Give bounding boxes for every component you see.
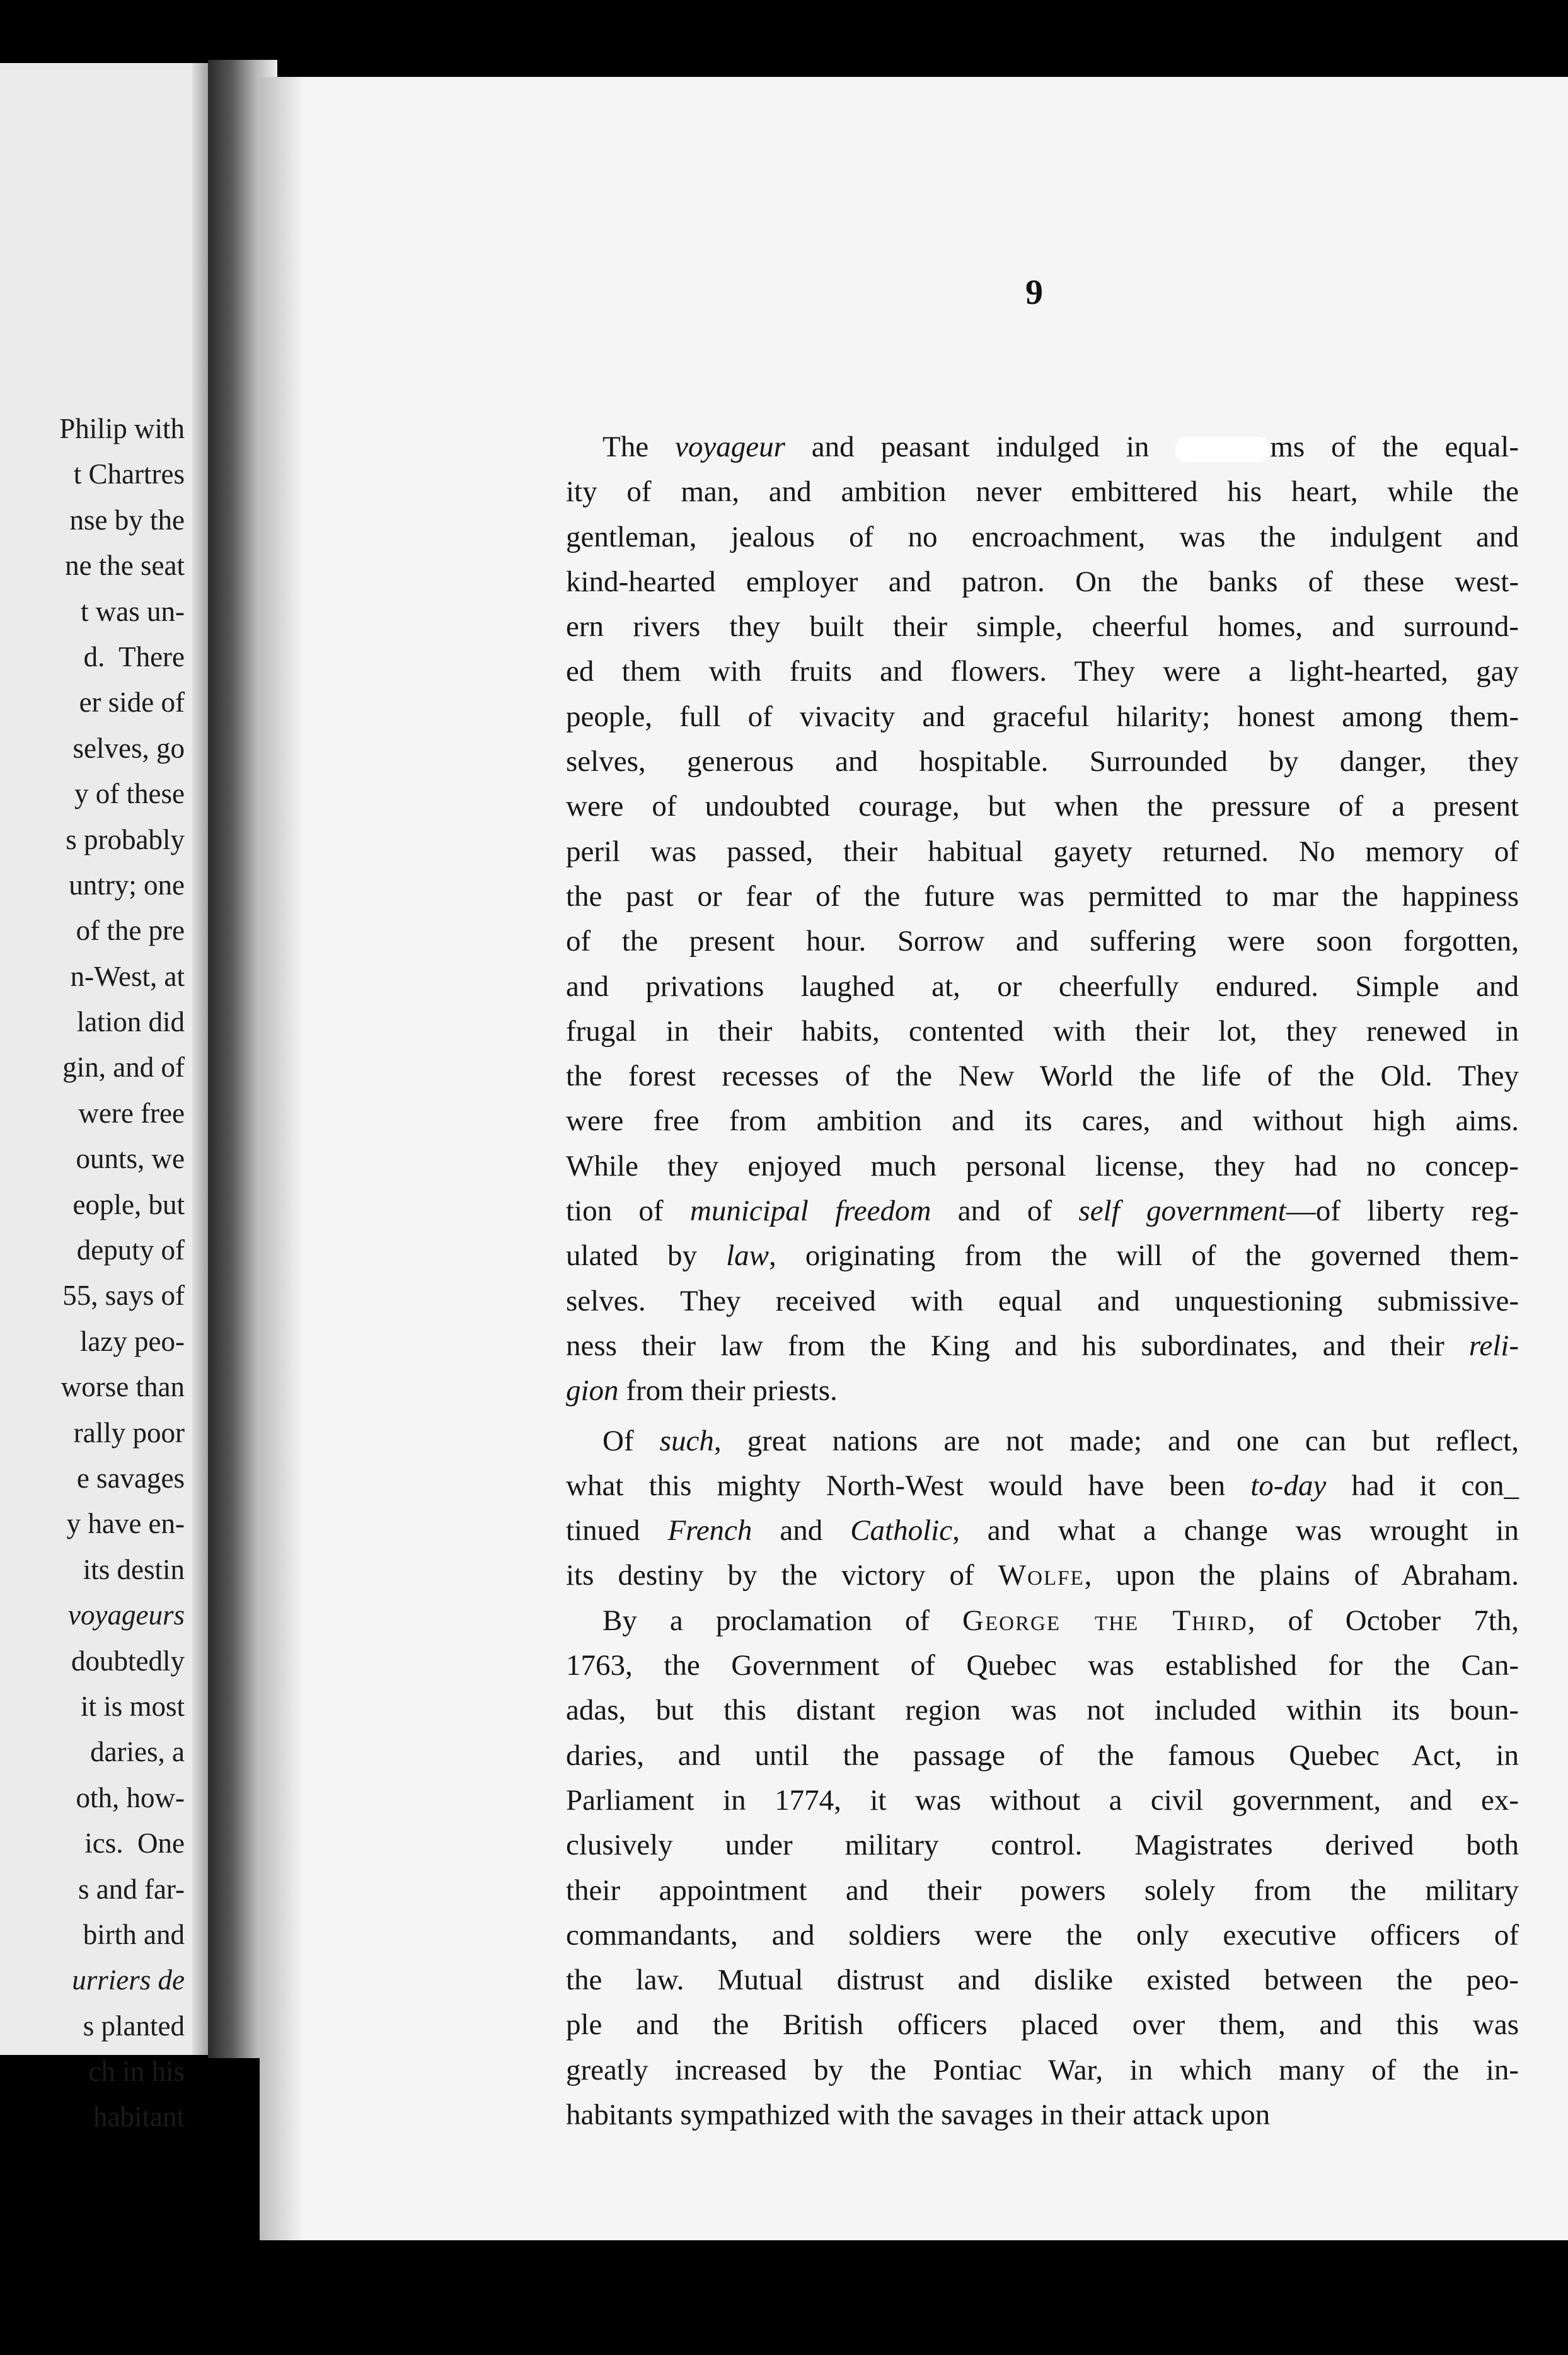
text-run: selves. They received with equal and unquestioning submissive- xyxy=(566,1284,1519,1317)
text-run: Of xyxy=(602,1424,660,1457)
text-run: tion of xyxy=(566,1195,690,1228)
text-line xyxy=(566,784,1519,829)
text-line xyxy=(566,1234,1519,1278)
left-page-line: Philip with xyxy=(59,413,185,444)
text-line xyxy=(566,2003,1519,2047)
text-run: and privations laughed at, or cheerfully endured. Simple and xyxy=(566,969,1519,1003)
text-line xyxy=(566,830,1519,874)
text-run: and xyxy=(752,1514,851,1548)
left-page-line: ounts, we xyxy=(76,1143,185,1175)
text-run: and peasant indulged in xyxy=(785,431,1176,463)
left-page-line: daries, a xyxy=(90,1736,185,1768)
text-run: the forest recesses of the New World the life of the Old. They xyxy=(566,1060,1519,1093)
text-line xyxy=(566,1099,1519,1143)
left-page-line: voyageurs xyxy=(68,1599,185,1631)
text-run: law xyxy=(726,1239,770,1273)
text-run: selves, generous and hospitable. Surrounded by danger, they xyxy=(566,745,1519,778)
left-page-line: oth, how- xyxy=(76,1781,185,1814)
text-line xyxy=(566,1508,1519,1553)
text-run: ulated by xyxy=(566,1239,727,1273)
current-page xyxy=(260,77,1568,2240)
body-text xyxy=(566,425,1519,2138)
text-line xyxy=(566,470,1519,514)
previous-page-fragment xyxy=(0,63,217,2133)
text-run: kind-hearted employer and patron. On the banks of these west- xyxy=(566,565,1519,598)
text-run: ed them with fruits and flowers. They were a light-hearted, gay xyxy=(566,655,1519,688)
left-page-line: lazy peo- xyxy=(72,1325,185,1357)
text-line xyxy=(566,1324,1519,1368)
text-run: ity of man, and ambition never embittered his heart, while the xyxy=(566,475,1519,509)
text-run: , upon the plains of Abraham. xyxy=(1084,1559,1519,1592)
text-run: were of undoubted courage, but when the pressure of a present xyxy=(566,790,1519,823)
text-line xyxy=(566,1368,1519,1413)
text-line xyxy=(566,1464,1519,1508)
text-run: —of liberty reg- xyxy=(1286,1195,1519,1228)
text-run: people, full of vivacity and graceful hilarity; honest among them- xyxy=(566,700,1519,733)
text-run: voyageur xyxy=(675,431,785,463)
text-line xyxy=(566,1054,1519,1099)
text-run: the past or fear of the future was permitted to mar the happiness xyxy=(566,879,1519,913)
text-line xyxy=(566,874,1519,919)
text-run: to-day xyxy=(1250,1469,1327,1502)
left-page-line: birth and xyxy=(76,1918,185,1950)
text-run: municipal freedom xyxy=(689,1195,931,1228)
left-page-line: s planted xyxy=(83,2010,185,2042)
text-line xyxy=(566,1688,1519,1733)
text-run: , of October 7th, xyxy=(1247,1604,1519,1637)
text-run: reli- xyxy=(1468,1329,1519,1362)
text-run: were free from ambition and its cares, and without high aims. xyxy=(566,1104,1519,1138)
left-page-line: selves, go xyxy=(72,732,185,764)
left-page-line: ne the seat xyxy=(65,550,185,582)
text-run: daries, and until the passage of the famous Quebec Act, in xyxy=(566,1739,1519,1772)
text-line xyxy=(566,2048,1519,2093)
left-page-line: nse by the xyxy=(69,504,185,536)
left-page-line: t Chartres xyxy=(73,458,185,490)
text-run: By a proclamation of xyxy=(602,1604,963,1637)
text-run: gentleman, jealous of no encroachment, was the indulgent and xyxy=(566,520,1519,553)
text-run: Parliament in 1774, it was without a civil government, and ex- xyxy=(566,1783,1519,1817)
left-page-line: ics. One xyxy=(84,1827,185,1860)
text-run: had it con_ xyxy=(1326,1469,1519,1502)
text-line xyxy=(566,1868,1519,1913)
text-line xyxy=(566,1144,1519,1189)
left-page-text xyxy=(59,406,185,2140)
text-run: tinued xyxy=(566,1514,668,1548)
text-line xyxy=(566,649,1519,694)
left-page-line: y have en- xyxy=(66,1508,185,1540)
text-run: ple and the British officers placed over them, and this was xyxy=(566,2008,1519,2042)
left-page-line: untry; one xyxy=(69,869,185,901)
text-run: French xyxy=(667,1514,752,1548)
text-line xyxy=(566,1553,1519,1598)
page-edge-shade xyxy=(260,77,304,2240)
left-page-line: e savages xyxy=(76,1462,185,1494)
text-line xyxy=(566,1189,1519,1234)
left-page-line: rally poor xyxy=(73,1416,185,1449)
text-run: frugal in their habits, contented with their lot, they renewed in xyxy=(566,1014,1519,1048)
text-run: from their priests. xyxy=(618,1374,838,1408)
left-page-line: 55, says of xyxy=(62,1280,185,1312)
left-page-line: its destin xyxy=(83,1553,185,1585)
text-line xyxy=(566,1733,1519,1778)
text-run: commandants, and soldiers were the only executive officers of xyxy=(566,1918,1519,1952)
left-page-line: ch in his xyxy=(88,2056,185,2088)
text-line xyxy=(566,1279,1519,1324)
text-line xyxy=(566,964,1519,1009)
text-run: peril was passed, their habitual gayety returned. No memory of xyxy=(566,835,1519,868)
left-page-line: s and far- xyxy=(78,1873,185,1905)
text-run: Catholic xyxy=(850,1514,953,1548)
left-page-line: n-West, at xyxy=(70,960,185,992)
left-page-line: lation did xyxy=(76,1006,185,1038)
left-page-line: doubtedly xyxy=(71,1645,185,1677)
text-run: ms of the equal- xyxy=(1270,431,1519,463)
left-page-line: y of these xyxy=(74,778,185,810)
text-run: , originating from the will of the governed them- xyxy=(769,1239,1519,1273)
text-line xyxy=(566,1643,1519,1688)
text-line xyxy=(566,1009,1519,1054)
text-run: Wolfe xyxy=(998,1559,1085,1592)
text-run: , and what a change was wrought in xyxy=(952,1514,1519,1548)
text-line xyxy=(566,1778,1519,1823)
text-run: The xyxy=(602,431,675,463)
text-run: what this mighty North-West would have been xyxy=(566,1469,1251,1502)
left-page-line: were free xyxy=(78,1097,185,1129)
text-run: , great nations are not made; and one can but reflect, xyxy=(713,1424,1519,1457)
text-run: such xyxy=(659,1424,714,1457)
text-line xyxy=(566,1823,1519,1868)
left-page-line: gin, and of xyxy=(62,1051,185,1084)
text-line xyxy=(566,695,1519,739)
text-run: gion xyxy=(566,1374,619,1408)
text-line xyxy=(566,2093,1519,2138)
text-run: its destiny by the victory of xyxy=(566,1559,998,1592)
text-line xyxy=(566,1599,1519,1643)
text-line xyxy=(566,515,1519,560)
left-page-line: eople, but xyxy=(72,1188,185,1220)
left-page-line: worse than xyxy=(61,1371,185,1403)
text-run: self government xyxy=(1078,1195,1286,1228)
text-line xyxy=(566,1419,1519,1464)
text-run: ern rivers they built their simple, cheerful homes, and surround- xyxy=(566,610,1519,644)
text-run: habitants sympathized with the savages in their attack upon xyxy=(566,2098,1271,2131)
left-page-line: deputy of xyxy=(76,1234,185,1266)
text-run: 1763, the Government of Quebec was established for the Can- xyxy=(566,1649,1519,1682)
text-run: greatly increased by the Pontiac War, in which many of the in- xyxy=(566,2053,1519,2086)
text-line xyxy=(566,1913,1519,1958)
text-run: of the present hour. Sorrow and suffering were soon forgotten, xyxy=(566,925,1519,958)
text-run: George the Third xyxy=(962,1604,1248,1637)
left-page-line: of the pre xyxy=(76,915,185,947)
text-run: and of xyxy=(931,1195,1079,1228)
left-page-line: s probably xyxy=(66,823,185,855)
text-line xyxy=(566,560,1519,605)
text-line xyxy=(566,739,1519,784)
left-page-line: d. There xyxy=(83,640,185,673)
left-page-line: t was un- xyxy=(81,595,185,627)
text-run: ness their law from the King and his subordinates, and their xyxy=(566,1329,1469,1362)
left-page-line: it is most xyxy=(80,1690,185,1722)
left-page-line: er side of xyxy=(79,686,185,719)
text-run: clusively under military control. Magistrates derived both xyxy=(566,1829,1519,1862)
left-page-line: habitant xyxy=(93,2101,185,2133)
ink-blot xyxy=(1175,437,1270,462)
page-number: 9 xyxy=(1025,273,1043,312)
text-run: their appointment and their powers solely from the military xyxy=(566,1873,1519,1907)
text-line xyxy=(566,605,1519,649)
text-line xyxy=(566,919,1519,964)
text-run: the law. Mutual distrust and dislike existed between the peo- xyxy=(566,1964,1519,1997)
text-line xyxy=(566,425,1519,470)
text-line xyxy=(566,1958,1519,2003)
left-page-line: urriers de xyxy=(72,1964,185,1996)
text-run: adas, but this distant region was not included within its boun- xyxy=(566,1694,1519,1727)
text-run: While they enjoyed much personal license, they had no concep- xyxy=(566,1149,1519,1183)
